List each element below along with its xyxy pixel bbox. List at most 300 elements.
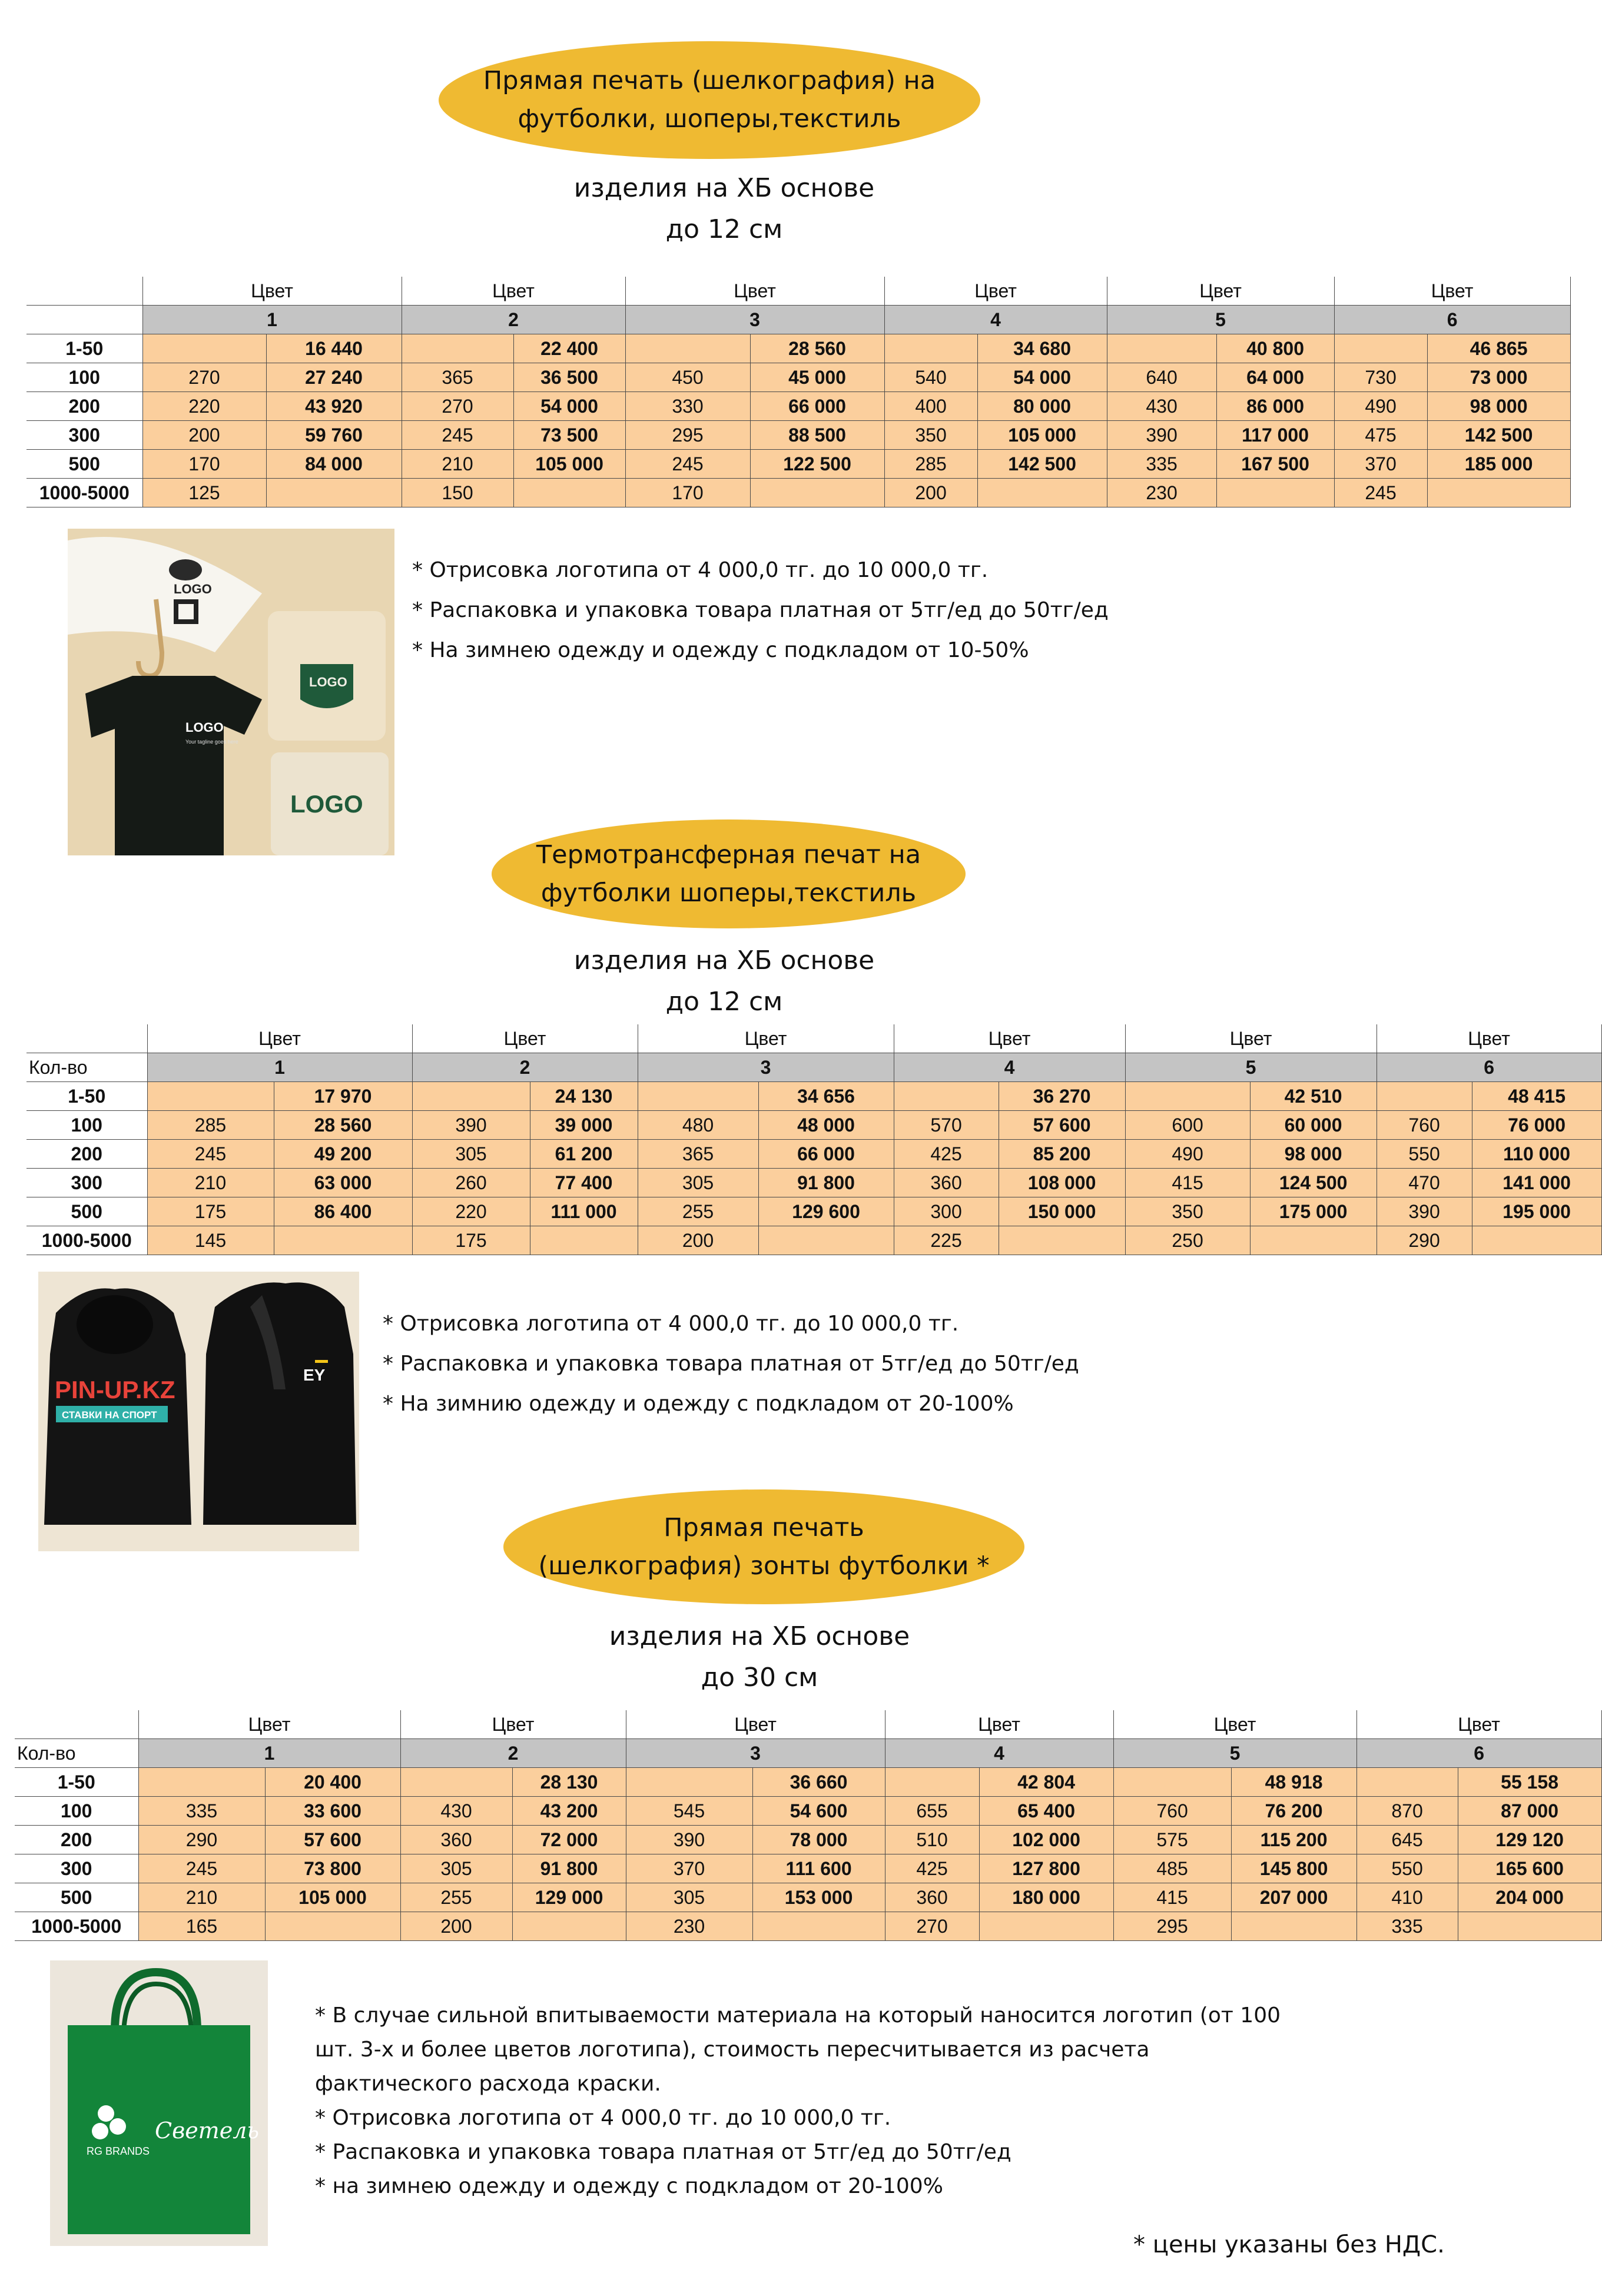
unit-price-cell: 545 (626, 1797, 752, 1826)
total-price-cell: 141 000 (1472, 1169, 1601, 1197)
total-price-cell: 76 200 (1231, 1797, 1356, 1826)
unit-price-cell: 360 (894, 1169, 999, 1197)
total-price-cell (752, 1912, 885, 1941)
section-1-title-line-2: футболки, шоперы,текстиль (518, 104, 901, 134)
total-price-cell (513, 479, 625, 507)
unit-price-cell (400, 1768, 512, 1797)
total-price-cell: 22 400 (513, 334, 625, 363)
total-price-cell: 204 000 (1458, 1883, 1601, 1912)
unit-price-cell: 760 (1377, 1111, 1472, 1140)
total-price-cell: 105 000 (977, 421, 1107, 450)
unit-price-cell: 305 (626, 1883, 752, 1912)
section-3-subtitle (495, 1616, 1024, 1698)
unit-price-cell: 430 (400, 1797, 512, 1826)
table-row (26, 421, 1570, 450)
unit-price-cell: 245 (625, 450, 750, 479)
unit-price-cell: 425 (885, 1854, 979, 1883)
quantity-cell: 500 (26, 450, 142, 479)
color-count-header: 4 (894, 1053, 1125, 1082)
total-price-cell: 54 000 (513, 392, 625, 421)
unit-price-cell: 170 (625, 479, 750, 507)
unit-price-cell: 210 (147, 1169, 274, 1197)
color-header-label: Цвет (412, 1024, 638, 1053)
total-price-cell: 73 500 (513, 421, 625, 450)
unit-price-cell: 165 (138, 1912, 265, 1941)
unit-price-cell (142, 334, 266, 363)
quantity-cell: 1-50 (15, 1768, 138, 1797)
total-price-cell: 195 000 (1472, 1197, 1601, 1226)
unit-price-cell: 490 (1334, 392, 1427, 421)
total-price-cell: 64 000 (1216, 363, 1334, 392)
total-price-cell: 88 500 (750, 421, 884, 450)
unit-price-cell: 360 (400, 1826, 512, 1854)
unit-price-cell: 300 (894, 1197, 999, 1226)
quantity-cell: 200 (26, 1140, 147, 1169)
total-price-cell: 175 000 (1250, 1197, 1377, 1226)
svg-text:LOGO: LOGO (290, 790, 363, 818)
table-row (15, 1797, 1601, 1826)
total-price-cell: 153 000 (752, 1883, 885, 1912)
total-price-cell: 85 200 (999, 1140, 1125, 1169)
section-3-product-image (50, 1960, 268, 2246)
section-1-subtitle-line-2: до 12 см (665, 214, 783, 244)
svg-text:EY: EY (303, 1366, 326, 1384)
total-price-cell: 98 000 (1427, 392, 1570, 421)
quantity-cell: 300 (26, 1169, 147, 1197)
total-price-cell: 129 600 (758, 1197, 894, 1226)
svg-text:LOGO: LOGO (309, 675, 347, 689)
table-header-row (15, 1710, 1601, 1739)
unit-price-cell: 210 (138, 1883, 265, 1912)
section-1-note-2: * Распаковка и упаковка товара платная от 5тг/ед до 50тг/ед (412, 598, 1109, 622)
total-price-cell: 91 800 (512, 1854, 626, 1883)
price-table-3 (15, 1710, 1602, 1941)
color-header-label: Цвет (147, 1024, 412, 1053)
color-count-header: 6 (1356, 1739, 1601, 1768)
total-price-cell: 45 000 (750, 363, 884, 392)
total-price-cell: 27 240 (266, 363, 402, 392)
unit-price-cell: 425 (894, 1140, 999, 1169)
unit-price-cell: 210 (402, 450, 513, 479)
total-price-cell: 34 680 (977, 334, 1107, 363)
unit-price-cell: 255 (400, 1883, 512, 1912)
quantity-cell: 100 (26, 363, 142, 392)
total-price-cell: 20 400 (265, 1768, 400, 1797)
unit-price-cell: 125 (142, 479, 266, 507)
unit-price-cell: 575 (1113, 1826, 1231, 1854)
color-count-header: 1 (142, 306, 402, 334)
unit-price-cell: 335 (138, 1797, 265, 1826)
green-tote-bag-icon (50, 1960, 268, 2246)
unit-price-cell: 305 (638, 1169, 758, 1197)
table-row (15, 1912, 1601, 1941)
total-price-cell: 24 130 (530, 1082, 638, 1111)
unit-price-cell: 430 (1107, 392, 1216, 421)
total-price-cell: 91 800 (758, 1169, 894, 1197)
unit-price-cell: 390 (412, 1111, 530, 1140)
total-price-cell: 142 500 (977, 450, 1107, 479)
quantity-cell: 1-50 (26, 334, 142, 363)
unit-price-cell: 270 (885, 1912, 979, 1941)
quantity-cell: 500 (15, 1883, 138, 1912)
unit-price-cell: 400 (884, 392, 977, 421)
unit-price-cell: 290 (1377, 1226, 1472, 1255)
total-price-cell: 49 200 (274, 1140, 412, 1169)
table-corner-cell (26, 1024, 147, 1053)
total-price-cell: 55 158 (1458, 1768, 1601, 1797)
total-price-cell: 108 000 (999, 1169, 1125, 1197)
total-price-cell: 46 865 (1427, 334, 1570, 363)
total-price-cell (1427, 479, 1570, 507)
unit-price-cell: 370 (626, 1854, 752, 1883)
table-row (15, 1854, 1601, 1883)
unit-price-cell: 730 (1334, 363, 1427, 392)
total-price-cell: 40 800 (1216, 334, 1334, 363)
total-price-cell: 87 000 (1458, 1797, 1601, 1826)
total-price-cell: 73 000 (1427, 363, 1570, 392)
total-price-cell (530, 1226, 638, 1255)
unit-price-cell: 490 (1125, 1140, 1250, 1169)
total-price-cell: 72 000 (512, 1826, 626, 1854)
svg-text:СТАВКИ НА СПОРТ: СТАВКИ НА СПОРТ (62, 1409, 157, 1421)
unit-price-cell (885, 1768, 979, 1797)
color-count-header: 1 (147, 1053, 412, 1082)
total-price-cell: 66 000 (758, 1140, 894, 1169)
unit-price-cell: 480 (638, 1111, 758, 1140)
total-price-cell: 48 000 (758, 1111, 894, 1140)
svg-text:LOGO: LOGO (174, 582, 212, 596)
unit-price-cell (1356, 1768, 1458, 1797)
unit-price-cell: 450 (625, 363, 750, 392)
unit-price-cell: 285 (147, 1111, 274, 1140)
section-3-title-line-2: (шелкография) зонты футболки * (538, 1551, 990, 1581)
total-price-cell: 66 000 (750, 392, 884, 421)
total-price-cell (1231, 1912, 1356, 1941)
unit-price-cell: 655 (885, 1797, 979, 1826)
price-table-1 (26, 277, 1571, 507)
color-header-label: Цвет (884, 277, 1107, 306)
unit-price-cell: 550 (1377, 1140, 1472, 1169)
total-price-cell: 180 000 (979, 1883, 1113, 1912)
color-header-label: Цвет (1113, 1710, 1356, 1739)
total-price-cell (266, 479, 402, 507)
total-price-cell (1216, 479, 1334, 507)
unit-price-cell (884, 334, 977, 363)
table-corner-cell (26, 277, 142, 306)
section-1-product-image (68, 529, 394, 855)
color-header-label: Цвет (1334, 277, 1570, 306)
total-price-cell: 98 000 (1250, 1140, 1377, 1169)
unit-price-cell: 200 (400, 1912, 512, 1941)
total-price-cell: 111 000 (530, 1197, 638, 1226)
section-2-note-1: * Отрисовка логотипа от 4 000,0 тг. до 10 000,0 тг. (383, 1312, 959, 1336)
umbrella-tshirts-icon (68, 529, 394, 855)
table-row (26, 363, 1570, 392)
unit-price-cell: 220 (412, 1197, 530, 1226)
unit-price-cell: 415 (1125, 1169, 1250, 1197)
table-color-number-row (26, 1053, 1601, 1082)
section-3-note-2: * Отрисовка логотипа от 4 000,0 тг. до 10 000,0 тг. (315, 2106, 891, 2130)
unit-price-cell: 365 (638, 1140, 758, 1169)
unit-price-cell: 640 (1107, 363, 1216, 392)
unit-price-cell (412, 1082, 530, 1111)
total-price-cell (750, 479, 884, 507)
unit-price-cell: 350 (1125, 1197, 1250, 1226)
total-price-cell: 36 270 (999, 1082, 1125, 1111)
table-row (26, 1140, 1601, 1169)
color-header-label: Цвет (1356, 1710, 1601, 1739)
unit-price-cell (638, 1082, 758, 1111)
total-price-cell: 129 000 (512, 1883, 626, 1912)
total-price-cell: 39 000 (530, 1111, 638, 1140)
unit-price-cell: 335 (1107, 450, 1216, 479)
color-header-label: Цвет (1125, 1024, 1377, 1053)
quantity-cell: 300 (26, 421, 142, 450)
quantity-header-label: Кол-во (26, 1053, 147, 1082)
total-price-cell: 124 500 (1250, 1169, 1377, 1197)
svg-text:Your tagline goes here: Your tagline goes here (185, 739, 238, 745)
total-price-cell: 28 130 (512, 1768, 626, 1797)
unit-price-cell: 270 (402, 392, 513, 421)
unit-price-cell: 510 (885, 1826, 979, 1854)
unit-price-cell (626, 1768, 752, 1797)
total-price-cell (1472, 1226, 1601, 1255)
color-count-header: 3 (625, 306, 884, 334)
unit-price-cell: 415 (1113, 1883, 1231, 1912)
color-count-header: 5 (1125, 1053, 1377, 1082)
total-price-cell: 167 500 (1216, 450, 1334, 479)
total-price-cell: 59 760 (266, 421, 402, 450)
total-price-cell: 36 500 (513, 363, 625, 392)
total-price-cell: 28 560 (750, 334, 884, 363)
total-price-cell: 33 600 (265, 1797, 400, 1826)
total-price-cell: 48 415 (1472, 1082, 1601, 1111)
unit-price-cell: 390 (1107, 421, 1216, 450)
svg-text:RG BRANDS: RG BRANDS (87, 2145, 150, 2157)
unit-price-cell: 285 (884, 450, 977, 479)
quantity-cell: 1-50 (26, 1082, 147, 1111)
unit-price-cell: 645 (1356, 1826, 1458, 1854)
unit-price-cell: 270 (142, 363, 266, 392)
table-row (15, 1883, 1601, 1912)
section-3-title-banner (503, 1489, 1024, 1604)
table-row (26, 1082, 1601, 1111)
total-price-cell: 165 600 (1458, 1854, 1601, 1883)
section-1-title-line-1: Прямая печать (шелкография) на (483, 66, 936, 95)
section-2-title-line-2: футболки шоперы,текстиль (540, 878, 917, 908)
total-price-cell: 145 800 (1231, 1854, 1356, 1883)
table-color-number-row (26, 306, 1570, 334)
table-row (26, 479, 1570, 507)
color-header-label: Цвет (402, 277, 625, 306)
total-price-cell: 61 200 (530, 1140, 638, 1169)
quantity-cell: 200 (26, 392, 142, 421)
unit-price-cell: 365 (402, 363, 513, 392)
total-price-cell: 54 600 (752, 1797, 885, 1826)
section-3-notes (315, 1999, 1304, 2204)
quantity-cell: 100 (15, 1797, 138, 1826)
unit-price-cell (138, 1768, 265, 1797)
color-count-header: 2 (402, 306, 625, 334)
total-price-cell: 129 120 (1458, 1826, 1601, 1854)
unit-price-cell (1113, 1768, 1231, 1797)
color-header-label: Цвет (885, 1710, 1113, 1739)
unit-price-cell: 570 (894, 1111, 999, 1140)
unit-price-cell: 470 (1377, 1169, 1472, 1197)
table-row (15, 1826, 1601, 1854)
unit-price-cell (402, 334, 513, 363)
total-price-cell: 42 804 (979, 1768, 1113, 1797)
total-price-cell: 57 600 (265, 1826, 400, 1854)
table-row (26, 334, 1570, 363)
total-price-cell: 34 656 (758, 1082, 894, 1111)
color-count-header: 4 (884, 306, 1107, 334)
unit-price-cell: 175 (412, 1226, 530, 1255)
total-price-cell: 80 000 (977, 392, 1107, 421)
section-1-title-banner (439, 41, 980, 159)
total-price-cell: 42 510 (1250, 1082, 1377, 1111)
svg-text:LOGO: LOGO (185, 720, 224, 735)
color-header-label: Цвет (1107, 277, 1334, 306)
unit-price-cell: 250 (1125, 1226, 1250, 1255)
total-price-cell: 65 400 (979, 1797, 1113, 1826)
total-price-cell: 17 970 (274, 1082, 412, 1111)
unit-price-cell: 760 (1113, 1797, 1231, 1826)
table-row (26, 392, 1570, 421)
quantity-cell: 300 (15, 1854, 138, 1883)
section-2-subtitle-line-2: до 12 см (665, 987, 783, 1017)
unit-price-cell: 245 (402, 421, 513, 450)
unit-price-cell: 220 (142, 392, 266, 421)
quantity-header-label (26, 306, 142, 334)
total-price-cell: 142 500 (1427, 421, 1570, 450)
unit-price-cell: 305 (400, 1854, 512, 1883)
unit-price-cell (1334, 334, 1427, 363)
table-row (26, 1197, 1601, 1226)
vat-footnote: * цены указаны без НДС. (1133, 2231, 1445, 2258)
total-price-cell (979, 1912, 1113, 1941)
table-row (26, 450, 1570, 479)
unit-price-cell: 410 (1356, 1883, 1458, 1912)
total-price-cell: 28 560 (274, 1111, 412, 1140)
unit-price-cell: 330 (625, 392, 750, 421)
unit-price-cell: 335 (1356, 1912, 1458, 1941)
unit-price-cell (1107, 334, 1216, 363)
unit-price-cell: 295 (625, 421, 750, 450)
total-price-cell: 36 660 (752, 1768, 885, 1797)
quantity-cell: 1000-5000 (26, 479, 142, 507)
total-price-cell: 76 000 (1472, 1111, 1601, 1140)
total-price-cell: 77 400 (530, 1169, 638, 1197)
unit-price-cell: 200 (142, 421, 266, 450)
color-header-label: Цвет (626, 1710, 885, 1739)
total-price-cell: 60 000 (1250, 1111, 1377, 1140)
total-price-cell (265, 1912, 400, 1941)
unit-price-cell: 170 (142, 450, 266, 479)
total-price-cell: 117 000 (1216, 421, 1334, 450)
total-price-cell (1458, 1912, 1601, 1941)
table-row (15, 1768, 1601, 1797)
total-price-cell: 86 000 (1216, 392, 1334, 421)
unit-price-cell: 540 (884, 363, 977, 392)
section-3-title-line-1: Прямая печать (664, 1512, 864, 1542)
price-table-2 (26, 1024, 1602, 1255)
color-header-label: Цвет (894, 1024, 1125, 1053)
table-color-number-row (15, 1739, 1601, 1768)
section-2-notes (383, 1304, 1079, 1424)
svg-text:Светель: Светель (155, 2118, 260, 2144)
total-price-cell (758, 1226, 894, 1255)
quantity-cell: 200 (15, 1826, 138, 1854)
unit-price-cell: 485 (1113, 1854, 1231, 1883)
section-3-subtitle-line-2: до 30 см (701, 1663, 818, 1693)
total-price-cell: 150 000 (999, 1197, 1125, 1226)
quantity-cell: 1000-5000 (26, 1226, 147, 1255)
section-1-note-1: * Отрисовка логотипа от 4 000,0 тг. до 10 000,0 тг. (412, 558, 989, 582)
unit-price-cell: 230 (1107, 479, 1216, 507)
total-price-cell (999, 1226, 1125, 1255)
quantity-header-label: Кол-во (15, 1739, 138, 1768)
total-price-cell: 43 920 (266, 392, 402, 421)
unit-price-cell: 370 (1334, 450, 1427, 479)
total-price-cell: 185 000 (1427, 450, 1570, 479)
section-2-title-line-1: Термотрансферная печат на (536, 840, 921, 870)
section-2-subtitle (459, 940, 989, 1023)
total-price-cell (1250, 1226, 1377, 1255)
unit-price-cell: 145 (147, 1226, 274, 1255)
section-3-note-3: * Распаковка и упаковка товара платная от 5тг/ед до 50тг/ед (315, 2140, 1011, 2164)
total-price-cell: 54 000 (977, 363, 1107, 392)
quantity-cell: 100 (26, 1111, 147, 1140)
total-price-cell: 127 800 (979, 1854, 1113, 1883)
total-price-cell (274, 1226, 412, 1255)
total-price-cell: 122 500 (750, 450, 884, 479)
unit-price-cell: 200 (638, 1226, 758, 1255)
unit-price-cell: 360 (885, 1883, 979, 1912)
color-header-label: Цвет (1377, 1024, 1601, 1053)
table-row (26, 1169, 1601, 1197)
unit-price-cell: 350 (884, 421, 977, 450)
total-price-cell: 73 800 (265, 1854, 400, 1883)
total-price-cell: 105 000 (265, 1883, 400, 1912)
table-row (26, 1226, 1601, 1255)
total-price-cell: 207 000 (1231, 1883, 1356, 1912)
color-count-header: 3 (638, 1053, 894, 1082)
unit-price-cell: 245 (1334, 479, 1427, 507)
unit-price-cell: 230 (626, 1912, 752, 1941)
unit-price-cell: 550 (1356, 1854, 1458, 1883)
section-2-note-3: * На зимнию одежду и одежду с подкладом от 20-100% (383, 1392, 1014, 1416)
color-count-header: 6 (1334, 306, 1570, 334)
color-count-header: 2 (412, 1053, 638, 1082)
total-price-cell: 57 600 (999, 1111, 1125, 1140)
total-price-cell: 115 200 (1231, 1826, 1356, 1854)
color-header-label: Цвет (142, 277, 402, 306)
unit-price-cell: 150 (402, 479, 513, 507)
color-header-label: Цвет (400, 1710, 626, 1739)
quantity-cell: 500 (26, 1197, 147, 1226)
unit-price-cell: 295 (1113, 1912, 1231, 1941)
total-price-cell: 78 000 (752, 1826, 885, 1854)
unit-price-cell: 390 (1377, 1197, 1472, 1226)
table-header-row (26, 277, 1570, 306)
table-corner-cell (15, 1710, 138, 1739)
table-header-row (26, 1024, 1601, 1053)
unit-price-cell: 255 (638, 1197, 758, 1226)
total-price-cell: 16 440 (266, 334, 402, 363)
section-3-subtitle-line-1: изделия на ХБ основе (609, 1621, 910, 1651)
unit-price-cell: 175 (147, 1197, 274, 1226)
